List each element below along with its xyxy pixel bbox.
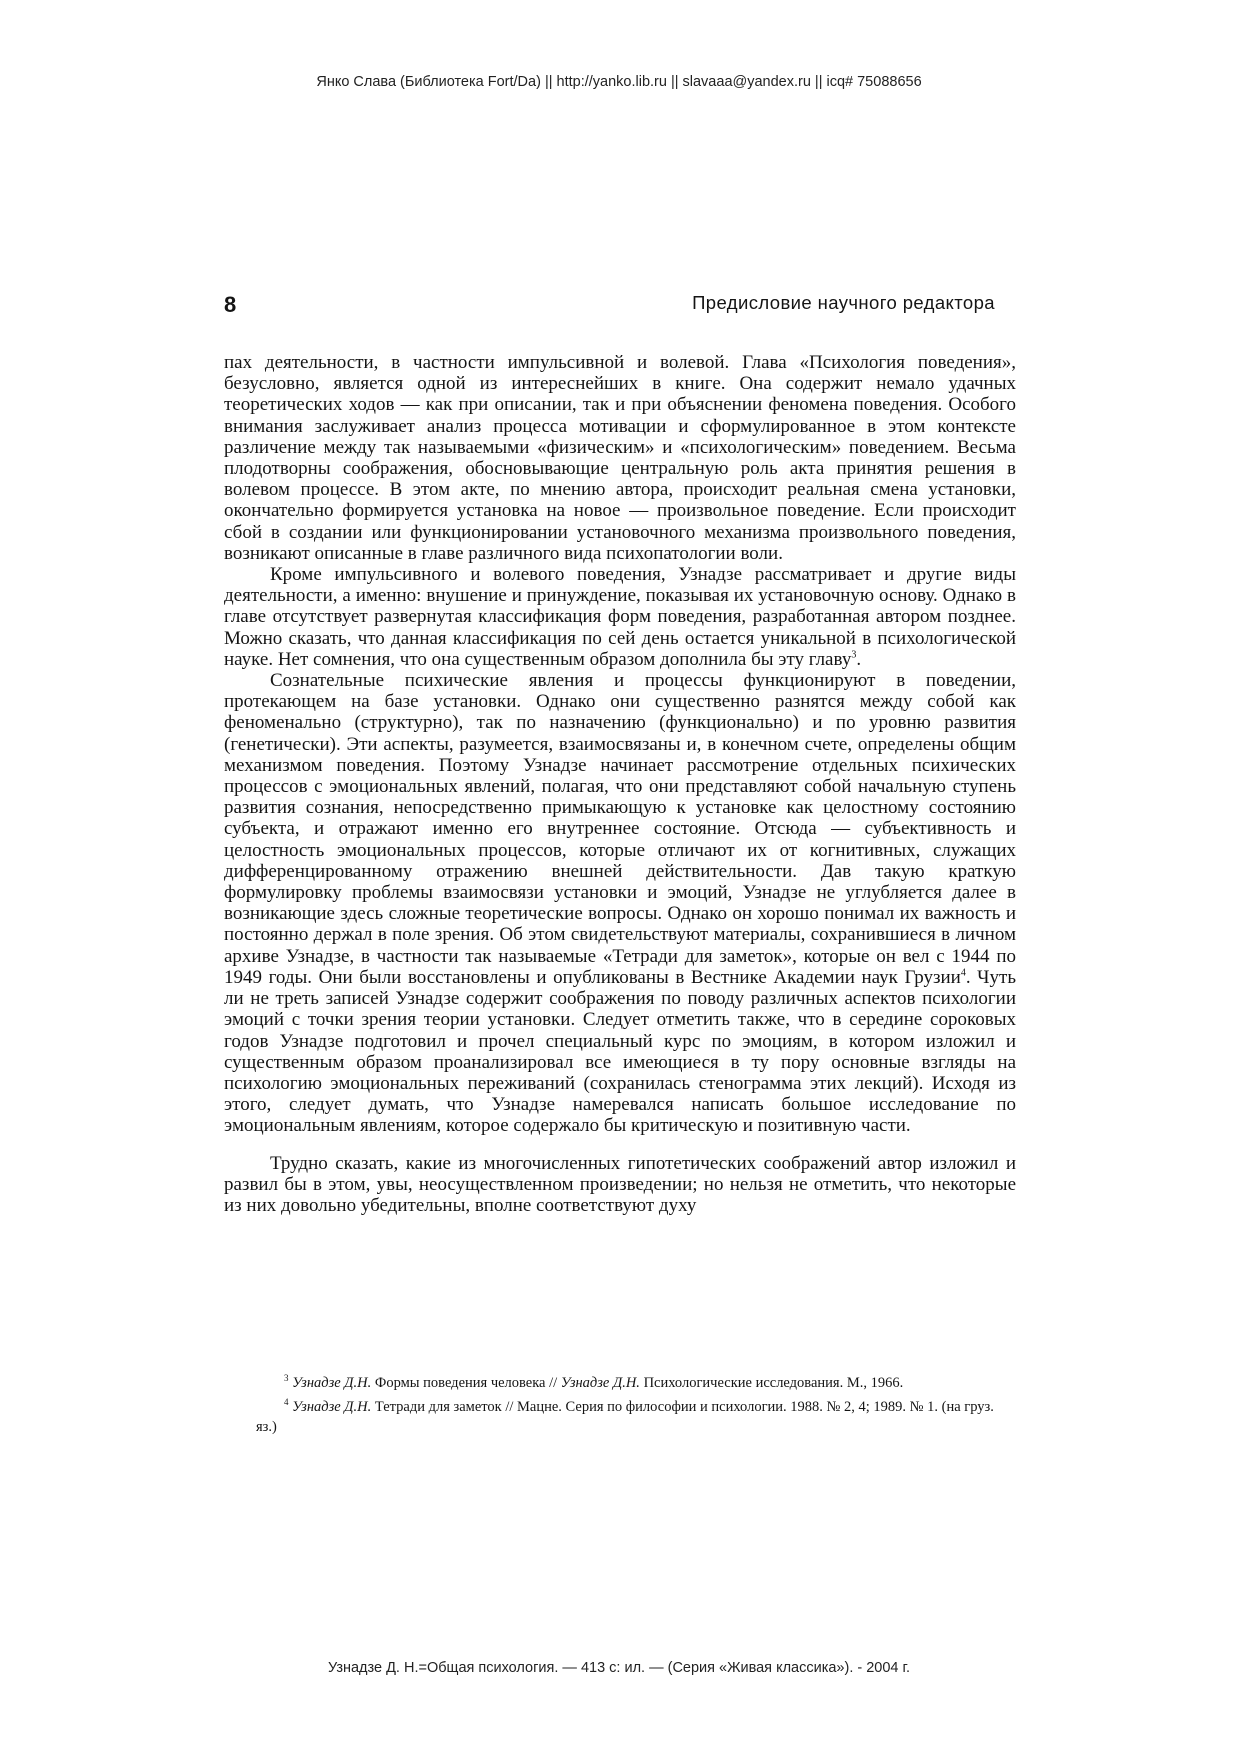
footnote-4 (224, 1398, 1016, 1438)
paragraph-3-text-a: Сознательные психические явления и процессы функционируют в поведении, протекающем на базе установки. Однако они существенно разнятся между собой как феноменально (структурно), так по назначению (функционально) и по уровню развития (генетически). Эти аспекты, разумеется, взаимосвязаны и, в конечном счете, определены общим механизмом поведения. Поэтому Узнадзе начинает рассмотрение отдельных психических процессов с эмоциональных явлений, полагая, что они представляют собой начальную ступень развития сознания, непосредственно примыкающую к установке как целостному состоянию субъекта, и отражают именно его внутреннее состояние. Отсюда — субъективность и целостность эмоциональных процессов, которые отличают их от когнитивных, служащих дифференцированному отражению внешней действительности. Дав такую краткую формулировку проблемы взаимосвязи установки и эмоций, Узнадзе не углубляется далее в возникающие здесь сложные теоретические вопросы. Однако он хорошо понимал их важность и постоянно держал в поле зрения. Об этом свидетельствуют материалы, сохранившиеся в личном архиве Узнадзе, в частности так называемые «Тетради для заметок», которые он вел с 1944 по 1949 годы. Они были восстановлены и опубликованы в Вестнике Академии наук Грузии (224, 670, 1016, 988)
footnote-text: Формы поведения человека // (371, 1375, 561, 1391)
paragraph-3 (224, 670, 1016, 1136)
paragraph-2 (224, 564, 1016, 670)
footnote-text: Тетради для заметок // Мацне. Серия по философии и психологии. 1988. № 2, 4; 1989. № 1. (на груз. яз.) (256, 1398, 994, 1435)
footnote-number: 4 (284, 1396, 289, 1407)
paragraph-2-text: Кроме импульсивного и волевого поведения, Узнадзе рассматривает и другие виды деятельности, а именно: внушение и принуждение, показывая их установочную основу. Однако в главе отсутствует развернутая классификация форм поведения, разработанная автором позднее. Можно сказать, что данная классификация по сей день остается уникальной в психологической науке. Нет сомнения, что она существенным образом дополнила бы эту главу (224, 564, 1016, 670)
footnote-author: Узнадзе Д.Н. (292, 1398, 372, 1415)
paragraph-3-text-b: . Чуть ли не треть записей Узнадзе содержит соображения по поводу различных аспектов психологии эмоций с точки зрения теории установки. Следует отметить также, что в середине сороковых годов Узнадзе подготовил и прочел специальный курс по эмоциям, в котором изложил и существенным образом проанализировал все имеющиеся в ту пору основные взгляды на психологию эмоциональных переживаний (сохранилась стенограмма этих лекций). Исходя из этого, следует думать, что Узнадзе намеревался написать большое исследование по эмоциональным явлениям, которое содержало бы критическую и позитивную части. (224, 966, 1016, 1137)
running-head: Предисловие научного редактора (692, 292, 995, 313)
paragraph-1: пах деятельности, в частности импульсивной и волевой. Глава «Психология поведения», безусловно, является одной из интереснейших в книге. Она содержит немало удачных теоретических ходов — как при описании, так и при объяснении феномена поведения. Особого внимания заслуживает анализ процесса мотивации и сформулированное в этом контексте различение между так называемыми «физическим» и «психологическим» поведением. Весьма плодотворны соображения, обосновывающие центральную роль акта принятия решения в волевом процессе. В этом акте, по мнению автора, происходит реальная смена установки, окончательно формируется установка на новое — произвольное поведение. Если происходит сбой в создании или функционировании установочного механизма произвольного поведения, возникают описанные в главе различного вида психопатологии воли. (224, 352, 1016, 564)
footnotes (256, 1374, 1016, 1441)
footnote-ref-4[interactable]: 4 (960, 967, 966, 979)
page-number: 8 (224, 292, 237, 317)
paragraph-4: Трудно сказать, какие из многочисленных гипотетических соображений автор изложил и развил бы в этом, увы, неосуществленном произведении; но нельзя не отметить, что некоторые из них довольно убедительны, вполне соответствуют духу (224, 1152, 1016, 1216)
footnote-author: Узнадзе Д.Н. (292, 1375, 372, 1391)
source-header: Янко Слава (Библиотека Fort/Da) || http://yanko.lib.ru || slavaaa@yandex.ru || icq# 75088656 (316, 74, 922, 90)
footnote-text: Психологические исследования. М., 1966. (639, 1375, 904, 1391)
footnote-author: Узнадзе Д.Н. (560, 1375, 640, 1391)
paragraph-2-end: . (856, 648, 862, 670)
footnote-ref-3[interactable]: 3 (851, 649, 857, 661)
body-text (224, 352, 1016, 1216)
footnote-3 (224, 1374, 1016, 1394)
footnote-number: 3 (284, 1373, 289, 1384)
source-footer: Узнадзе Д. Н.=Общая психология. — 413 с: ил. — (Серия «Живая классика»). - 2004 г. (327, 1660, 911, 1676)
